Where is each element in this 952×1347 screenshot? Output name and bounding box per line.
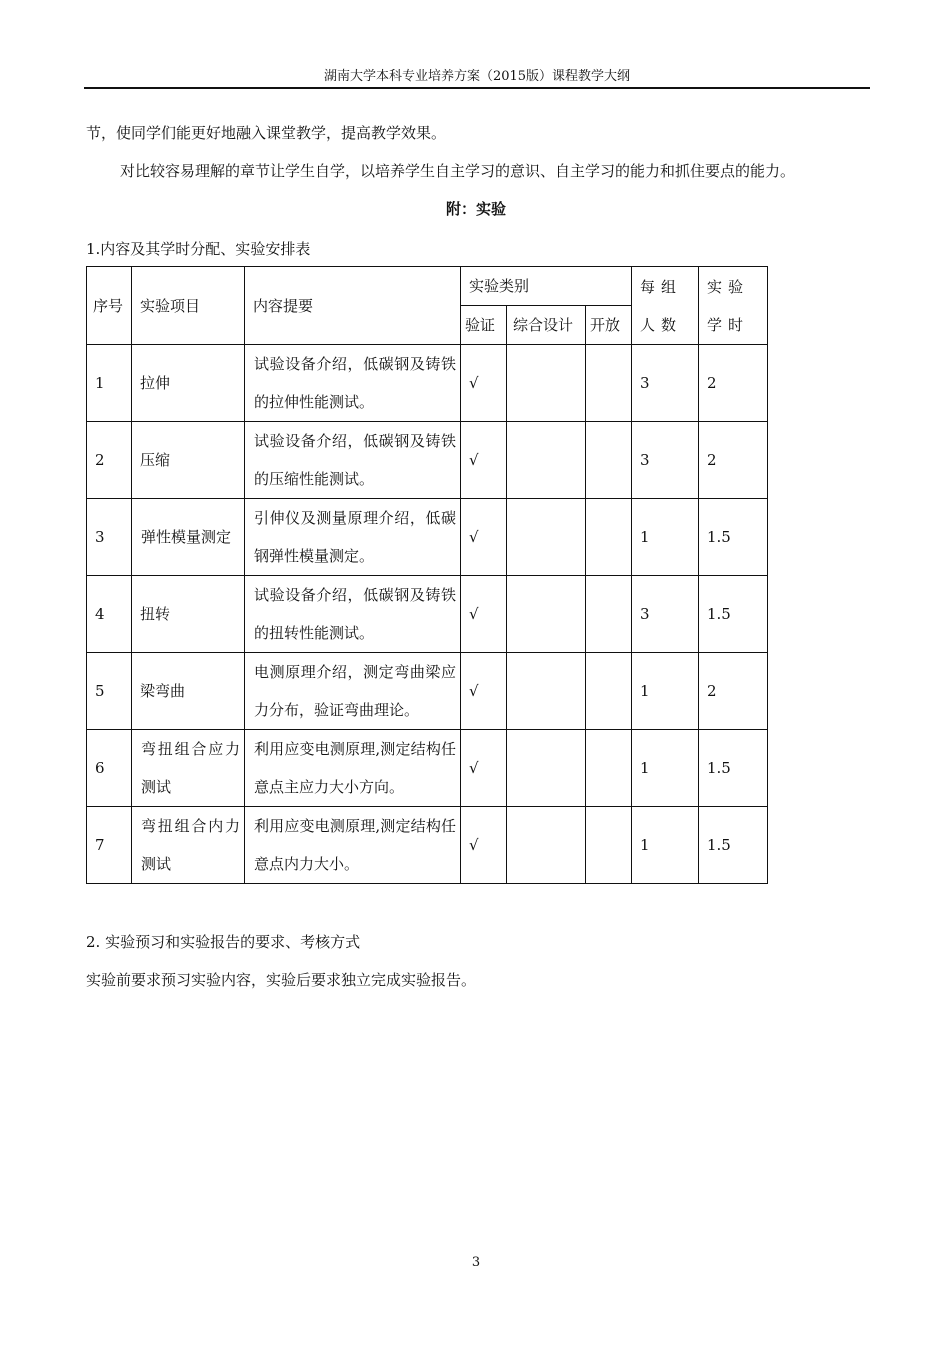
cell-verify: √ <box>461 653 507 730</box>
cell-group: 1 <box>632 499 699 576</box>
cell-comprehensive <box>507 807 586 884</box>
table-header-row-1 <box>87 267 768 306</box>
cell-content: 电测原理介绍，测定弯曲梁应力分布，验证弯曲理论。 <box>245 653 461 730</box>
cell-no: 1 <box>87 345 132 422</box>
header-project: 实验项目 <box>132 267 245 345</box>
header-open: 开放 <box>586 306 632 345</box>
table-row <box>87 499 768 576</box>
page-number: 3 <box>471 1255 481 1270</box>
cell-no: 6 <box>87 730 132 807</box>
cell-verify: √ <box>461 807 507 884</box>
cell-no: 3 <box>87 499 132 576</box>
cell-open <box>586 653 632 730</box>
cell-hours: 2 <box>699 422 768 499</box>
cell-comprehensive <box>507 422 586 499</box>
cell-verify: √ <box>461 422 507 499</box>
cell-no: 5 <box>87 653 132 730</box>
table-row <box>87 576 768 653</box>
cell-verify: √ <box>461 345 507 422</box>
cell-hours: 2 <box>699 653 768 730</box>
cell-comprehensive <box>507 499 586 576</box>
cell-hours: 2 <box>699 345 768 422</box>
cell-comprehensive <box>507 345 586 422</box>
cell-content: 利用应变电测原理,测定结构任意点主应力大小方向。 <box>245 730 461 807</box>
cell-content: 引伸仪及测量原理介绍，低碳钢弹性模量测定。 <box>245 499 461 576</box>
cell-open <box>586 345 632 422</box>
cell-verify: √ <box>461 730 507 807</box>
cell-comprehensive <box>507 730 586 807</box>
header-serial: 序号 <box>87 267 132 345</box>
cell-project: 扭转 <box>132 576 245 653</box>
table-row <box>87 807 768 884</box>
cell-content: 利用应变电测原理,测定结构任意点内力大小。 <box>245 807 461 884</box>
cell-hours: 1.5 <box>699 730 768 807</box>
cell-project: 弹性模量测定 <box>132 499 245 576</box>
cell-verify: √ <box>461 576 507 653</box>
appendix-title: 附：实验 <box>445 200 506 218</box>
cell-project: 弯扭组合内力测试 <box>132 807 245 884</box>
cell-open <box>586 576 632 653</box>
cell-group: 3 <box>632 422 699 499</box>
header-category: 实验类别 <box>461 267 632 306</box>
header-hours: 实验学时 <box>699 267 768 345</box>
cell-verify: √ <box>461 499 507 576</box>
cell-no: 2 <box>87 422 132 499</box>
cell-open <box>586 422 632 499</box>
paragraph-continuation: 节，使同学们能更好地融入课堂教学，提高教学效果。 <box>86 124 447 142</box>
section-1-title: 1.内容及其学时分配、实验安排表 <box>86 240 311 258</box>
page-header: 湖南大学本科专业培养方案（2015版）课程教学大纲 <box>323 69 631 84</box>
cell-group: 3 <box>632 345 699 422</box>
paragraph-self-study: 对比较容易理解的章节让学生自学，以培养学生自主学习的意识、自主学习的能力和抓住要点的能力。 <box>120 162 796 180</box>
header-group-size: 每组人数 <box>632 267 699 345</box>
cell-group: 3 <box>632 576 699 653</box>
cell-project: 拉伸 <box>132 345 245 422</box>
cell-open <box>586 807 632 884</box>
cell-content: 试验设备介绍，低碳钢及铸铁的拉伸性能测试。 <box>245 345 461 422</box>
cell-project: 梁弯曲 <box>132 653 245 730</box>
cell-no: 4 <box>87 576 132 653</box>
cell-group: 1 <box>632 807 699 884</box>
cell-group: 1 <box>632 653 699 730</box>
table-row <box>87 422 768 499</box>
cell-open <box>586 730 632 807</box>
header-verify: 验证 <box>461 306 507 345</box>
header-divider <box>84 87 870 89</box>
cell-no: 7 <box>87 807 132 884</box>
table-row <box>87 653 768 730</box>
experiment-schedule-table <box>86 266 768 884</box>
cell-content: 试验设备介绍，低碳钢及铸铁的扭转性能测试。 <box>245 576 461 653</box>
cell-comprehensive <box>507 576 586 653</box>
cell-content: 试验设备介绍，低碳钢及铸铁的压缩性能测试。 <box>245 422 461 499</box>
cell-group: 1 <box>632 730 699 807</box>
cell-project: 压缩 <box>132 422 245 499</box>
section-2-title: 2. 实验预习和实验报告的要求、考核方式 <box>86 933 361 951</box>
header-comprehensive: 综合设计 <box>507 306 586 345</box>
cell-hours: 1.5 <box>699 807 768 884</box>
cell-open <box>586 499 632 576</box>
table-row <box>87 730 768 807</box>
cell-hours: 1.5 <box>699 499 768 576</box>
section-2-text: 实验前要求预习实验内容，实验后要求独立完成实验报告。 <box>86 971 477 989</box>
cell-comprehensive <box>507 653 586 730</box>
cell-hours: 1.5 <box>699 576 768 653</box>
cell-project: 弯扭组合应力测试 <box>132 730 245 807</box>
table-row <box>87 345 768 422</box>
header-content: 内容提要 <box>245 267 461 345</box>
